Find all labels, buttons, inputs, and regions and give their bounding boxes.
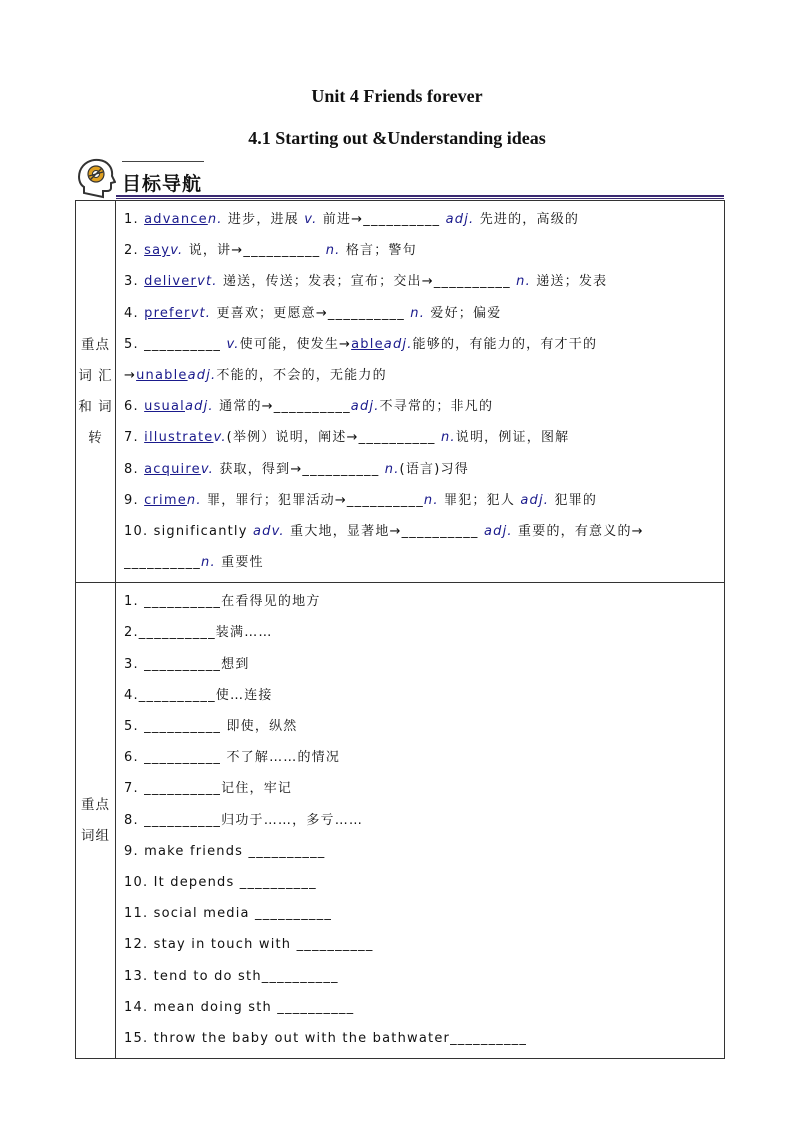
part-of-speech: n.: [207, 212, 223, 227]
part-of-speech: adj.: [187, 367, 217, 383]
list-item: [124, 617, 724, 648]
list-item: [124, 298, 724, 329]
list-item: [124, 929, 724, 960]
part-of-speech: vt.: [197, 274, 218, 290]
part-of-speech: n.: [186, 492, 202, 508]
item-text: (举例）说明，阐述→__________: [226, 430, 441, 446]
item-text: 犯罪的: [549, 492, 598, 508]
item-text: 说，讲→__________: [183, 243, 326, 259]
part-of-speech: v.: [304, 212, 318, 227]
list-item: [124, 961, 724, 992]
item-text: 罪犯；犯人: [438, 492, 521, 508]
item-text: 进步，进展: [222, 212, 305, 227]
part-of-speech: n.: [410, 305, 426, 321]
category-phrases: [76, 583, 116, 1059]
category-label-line: 词 汇: [78, 367, 113, 384]
item-text: 2.__________装满……: [124, 625, 273, 641]
list-item: [124, 586, 724, 617]
headword: acquire: [144, 461, 201, 477]
part-of-speech: v.: [200, 461, 214, 477]
item-text: 更喜欢；更愿意→__________: [211, 305, 411, 321]
item-text: 获取，得到→__________: [214, 461, 385, 477]
item-text: 4.__________使…连接: [124, 687, 273, 703]
item-number: 6.: [124, 399, 145, 415]
item-text: 前进→__________: [317, 212, 446, 227]
item-text: __________: [124, 555, 201, 571]
category-label-line: 转: [88, 429, 103, 446]
headword: prefer: [144, 305, 191, 321]
item-text: 6. __________ 不了解……的情况: [124, 750, 341, 766]
list-item: [124, 266, 724, 297]
list-item: [124, 742, 724, 773]
part-of-speech: n.: [201, 555, 216, 571]
item-text: 使可能，使发生→: [239, 336, 352, 352]
item-text: →: [124, 367, 137, 383]
list-item: [124, 898, 724, 929]
list-item: [124, 836, 724, 867]
item-text: 1. __________在看得见的地方: [124, 594, 321, 610]
item-text: 9. make friends __________: [124, 843, 326, 859]
head-gear-icon: [76, 157, 116, 199]
category-label-line: 重点: [81, 796, 110, 813]
headword: advance: [144, 212, 208, 227]
list-item: [124, 485, 724, 516]
list-item: [124, 680, 724, 711]
list-item: [124, 454, 724, 485]
page-subtitle: 4.1 Starting out &Understanding ideas: [248, 128, 546, 148]
part-of-speech: adj.: [383, 336, 413, 352]
part-of-speech: adv.: [252, 523, 285, 539]
part-of-speech: v.: [226, 336, 240, 352]
headword: able: [351, 336, 384, 352]
headword: crime: [144, 492, 187, 508]
item-text: 13. tend to do sth__________: [124, 968, 339, 984]
item-text: 罪，罪行；犯罪活动→__________: [201, 492, 424, 508]
item-text: 14. mean doing sth __________: [124, 999, 355, 1015]
part-of-speech: n.: [516, 274, 531, 290]
list-item: [124, 867, 724, 898]
item-text: 递送，传送；发表；宣布；交出→__________: [217, 274, 517, 290]
list-item: [124, 516, 724, 547]
vocab-table: [75, 200, 725, 1059]
item-text: 格言；警句: [340, 243, 417, 259]
headword: usual: [144, 399, 185, 415]
headword: say: [144, 243, 171, 259]
headword: illustrate: [144, 430, 214, 446]
item-text: 8. __________归功于……，多亏……: [124, 812, 364, 828]
list-item: [124, 235, 724, 266]
part-of-speech: adj.: [520, 492, 550, 508]
item-text: 能够的，有能力的，有才干的: [412, 336, 598, 352]
item-text: 爱好；偏爱: [425, 305, 502, 321]
item-text: 11. social media __________: [124, 906, 333, 922]
part-of-speech: n.: [325, 243, 341, 259]
item-number: 2.: [124, 243, 145, 259]
category-label-line: 词组: [81, 827, 110, 844]
item-number: 8.: [124, 461, 145, 477]
part-of-speech: v.: [213, 430, 227, 446]
table-row: [76, 583, 725, 1059]
item-text: 通常的→__________: [213, 399, 351, 415]
part-of-speech: adj.: [184, 399, 214, 415]
table-row: [76, 201, 725, 583]
item-text: 3. __________想到: [124, 656, 250, 672]
page-title: Unit 4 Friends forever: [311, 86, 483, 106]
list-item: [124, 711, 724, 742]
item-number: 10. significantly: [124, 523, 253, 539]
list-item: [124, 773, 724, 804]
vocabulary-list: [116, 201, 725, 583]
headword: deliver: [144, 274, 198, 290]
item-text: 说明，例证，图解: [455, 430, 570, 446]
list-item: [124, 1023, 724, 1054]
list-item: [124, 547, 724, 578]
list-item: [124, 649, 724, 680]
list-item: [124, 329, 724, 360]
list-item: [124, 992, 724, 1023]
headword: unable: [136, 367, 188, 383]
list-item: [124, 422, 724, 453]
item-number: 5. __________: [124, 336, 227, 352]
item-text: (语言)习得: [399, 461, 469, 477]
phrase-list: [116, 583, 725, 1059]
part-of-speech: adj.: [445, 212, 475, 227]
part-of-speech: n.: [423, 492, 439, 508]
part-of-speech: n.: [384, 461, 400, 477]
item-text: 递送；发表: [530, 274, 608, 290]
item-text: 10. It depends __________: [124, 874, 317, 890]
item-number: 3.: [124, 274, 145, 290]
category-vocabulary: [76, 201, 116, 583]
item-text: 重要的，有意义的→: [512, 523, 644, 539]
item-number: 7.: [124, 430, 145, 446]
category-label-line: 和 词: [78, 398, 113, 415]
item-text: 7. __________记住，牢记: [124, 781, 293, 797]
part-of-speech: adj.: [483, 523, 513, 539]
list-item: [124, 360, 724, 391]
item-text: 先进的，高级的: [474, 212, 580, 227]
item-text: 15. throw the baby out with the bathwater__________: [124, 1030, 528, 1046]
item-text: 12. stay in touch with __________: [124, 937, 374, 953]
item-number: 9.: [124, 492, 145, 508]
item-text: 重大地，显著地→__________: [284, 523, 484, 539]
item-number: 1.: [124, 212, 145, 227]
list-item: [124, 391, 724, 422]
part-of-speech: vt.: [190, 305, 212, 321]
list-item: [124, 805, 724, 836]
item-text: 不寻常的；非凡的: [379, 399, 494, 415]
item-number: 4.: [124, 305, 145, 321]
item-text: 5. __________ 即使，纵然: [124, 719, 298, 734]
part-of-speech: adj.: [350, 399, 380, 415]
category-label-line: 重点: [81, 336, 110, 353]
banner-label: 目标导航: [122, 173, 203, 195]
part-of-speech: n.: [440, 430, 456, 446]
section-banner: [76, 157, 724, 201]
list-item: [124, 204, 724, 235]
item-text: 重要性: [215, 555, 264, 571]
part-of-speech: v.: [170, 243, 184, 259]
item-text: 不能的，不会的，无能力的: [216, 367, 387, 383]
